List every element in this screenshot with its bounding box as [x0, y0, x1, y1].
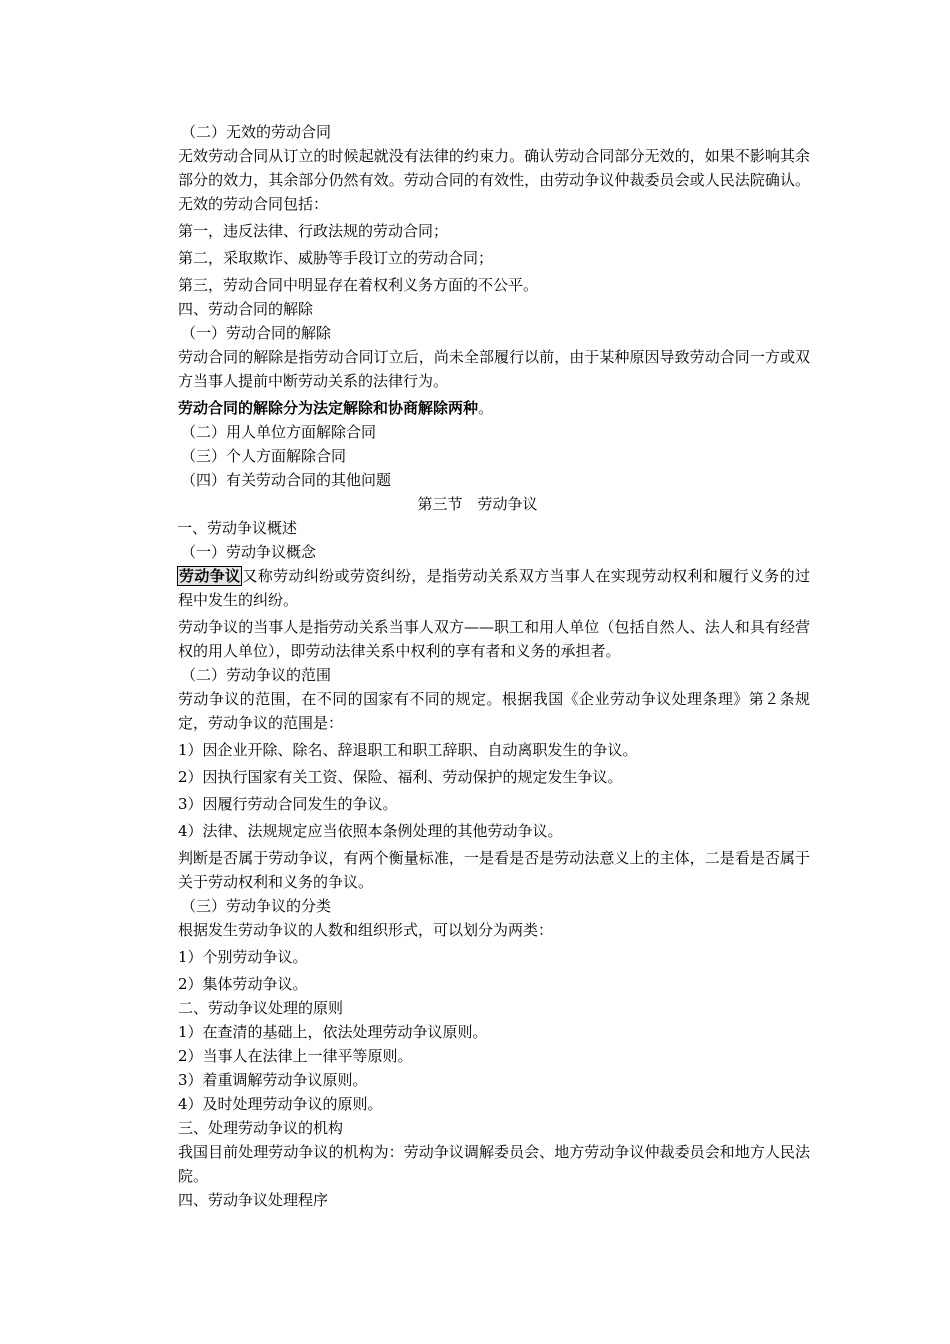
highlighted-term: 劳动争议 — [179, 567, 241, 585]
document-page — [145, 120, 810, 1212]
paragraph-classification: 根据发生劳动争议的人数和组织形式，可以划分为两类： — [178, 921, 554, 939]
punctuation: 。 — [478, 399, 494, 417]
class-item-1: 1）个别劳动争议。 — [178, 948, 308, 966]
heading-dispute-overview: 一、劳动争议概述 — [177, 519, 298, 537]
heading-contract-termination: 四、劳动合同的解除 — [178, 300, 314, 318]
principle-item-3: 3）着重调解劳动争议原则。 — [178, 1071, 368, 1089]
paragraph-termination-types — [145, 396, 810, 420]
subheading-termination: （一）劳动合同的解除 — [181, 324, 332, 342]
section-title: 第三节 劳动争议 — [417, 495, 538, 513]
bold-text: 劳动合同的解除分为法定解除和协商解除两种 — [178, 399, 479, 417]
paragraph-institutions: 我国目前处理劳动争议的机构为：劳动争议调解委员会、地方劳动争议仲裁委员会和地方人民法院。 — [178, 1143, 810, 1185]
principle-item-2: 2）当事人在法律上一律平等原则。 — [178, 1047, 413, 1065]
subheading-dispute-concept: （一）劳动争议概念 — [181, 543, 317, 561]
subheading-other-issues: （四）有关劳动合同的其他问题 — [181, 471, 392, 489]
definition-text: 又称劳动纠纷或劳资纠纷，是指劳动关系双方当事人在实现劳动权利和履行义务的过程中发生的纠纷。 — [178, 567, 810, 609]
scope-item-4: 4）法律、法规规定应当依照本条例处理的其他劳动争议。 — [178, 822, 563, 840]
heading-dispute-institutions: 三、处理劳动争议的机构 — [178, 1119, 344, 1137]
scope-item-3: 3）因履行劳动合同发生的争议。 — [178, 795, 398, 813]
class-item-2: 2）集体劳动争议。 — [178, 975, 308, 993]
list-item-first: 第一，违反法律、行政法规的劳动合同； — [178, 222, 449, 240]
paragraph-judgment-criteria: 判断是否属于劳动争议，有两个衡量标准，一是看是否是劳动法意义上的主体，二是看是否属于关于劳动权利和义务的争议。 — [178, 849, 810, 891]
scope-item-1: 1）因企业开除、除名、辞退职工和职工辞职、自动离职发生的争议。 — [178, 741, 638, 759]
principle-item-1: 1）在查清的基础上，依法处理劳动争议原则。 — [178, 1023, 488, 1041]
paragraph-invalid-contract: 无效劳动合同从订立的时候起就没有法律的约束力。确认劳动合同部分无效的，如果不影响其余部分的效力，其余部分仍然有效。劳动合同的有效性，由劳动争议仲裁委员会或人民法院确认。无效的劳动合同包括： — [178, 147, 810, 213]
subheading-dispute-scope: （二）劳动争议的范围 — [181, 666, 332, 684]
paragraph-dispute-scope: 劳动争议的范围，在不同的国家有不同的规定。根据我国《企业劳动争议处理条理》第２条规定，劳动争议的范围是： — [178, 690, 810, 732]
list-item-second: 第二，采取欺诈、威胁等手段订立的劳动合同； — [178, 249, 494, 267]
subheading-dispute-classification: （三）劳动争议的分类 — [181, 897, 332, 915]
heading-dispute-procedure: 四、劳动争议处理程序 — [178, 1191, 329, 1209]
subheading-invalid-contract: （二）无效的劳动合同 — [181, 123, 332, 141]
heading-dispute-principles: 二、劳动争议处理的原则 — [178, 999, 344, 1017]
paragraph-dispute-parties: 劳动争议的当事人是指劳动关系当事人双方——职工和用人单位（包括自然人、法人和具有经营权的用人单位），即劳动法律关系中权利的享有者和义务的承担者。 — [178, 618, 810, 660]
list-item-third: 第三，劳动合同中明显存在着权利义务方面的不公平。 — [178, 276, 539, 294]
principle-item-4: 4）及时处理劳动争议的原则。 — [178, 1095, 383, 1113]
scope-item-2: 2）因执行国家有关工资、保险、福利、劳动保护的规定发生争议。 — [178, 768, 623, 786]
paragraph-dispute-definition — [145, 564, 810, 612]
paragraph-termination-definition: 劳动合同的解除是指劳动合同订立后，尚未全部履行以前，由于某种原因导致劳动合同一方或双方当事人提前中断劳动关系的法律行为。 — [178, 348, 810, 390]
subheading-individual-termination: （三）个人方面解除合同 — [181, 447, 347, 465]
subheading-employer-termination: （二）用人单位方面解除合同 — [181, 423, 377, 441]
